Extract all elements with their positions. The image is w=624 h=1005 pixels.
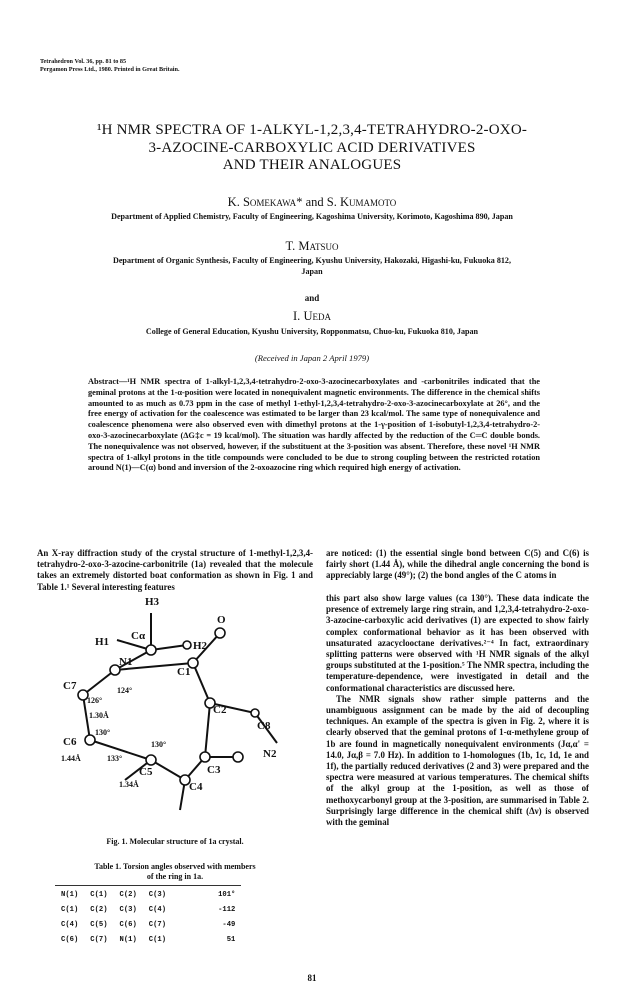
received-date: (Received in Japan 2 April 1979)	[254, 353, 370, 363]
table-cell: C(3)	[119, 906, 137, 914]
atom-c6	[85, 735, 95, 745]
torsion-angle-table	[55, 885, 241, 948]
atom-c3	[200, 752, 210, 762]
label-bond-134: 1.34Å	[119, 780, 139, 789]
publisher-line: Pergamon Press Ltd., 1980. Printed in Great Britain.	[40, 66, 180, 73]
paper-title	[30, 122, 594, 175]
label-c5: C5	[139, 766, 153, 778]
table-cell: C(2)	[114, 886, 143, 904]
paragraph: An X-ray diffraction study of the crystal structure of 1-methyl-1,2,3,4-tetrahydro-2-oxo-3-azocine-carbonitrile (1a) revealed that the molecule takes an extremely distorted boat conformation as shown in Fig. 1 and Table 1.¹ Several interesting features	[37, 548, 313, 592]
author-connector: * and S.	[296, 195, 340, 209]
author-name: Somekawa	[242, 195, 297, 209]
table-cell: C(6)	[61, 936, 79, 944]
label-bond-130: 1.30Å	[89, 711, 109, 720]
author-initial: I.	[293, 309, 304, 323]
author-line-1	[30, 195, 594, 210]
abstract: Abstract—¹H NMR spectra of 1-alkyl-1,2,3,4-tetrahydro-2-oxo-3-azocinecarboxylates and -carbonitriles indicated that the geminal protons at the 1-α-position were located in nonequivalent magnetic environments. The difference in the chemical shifts amounted to as much as 0.73 ppm in the case of methyl 1-ethyl-1,2,3,4-tetrahydro-2-oxo-3-azocinecarboxylate at 26°, and the free energy of activation for the coalescence was estimated to be larger than 23 kcal/mol. The same type of nonequivalence and coalescence phenomena were also observed even with dimethyl protons at the 1-γ-position of 1-isobutyl-1,2,3,4-tetrahydro-2-oxo-3-azocinecarboxylate (ΔG‡c = 19 kcal/mol). The situation was hardly affected by the reduction of the C═C double bonds. The nonequivalence was not observed, however, if the substituent at the 3-position was absent. Therefore, these novel ¹H NMR spectra of 1-alkyl protons in the title compounds were concluded to be due to strong coupling between the restricted rotation around N(1)—C(α) bond and inversion of the 2-oxoazocine ring which required high energy of activation.	[88, 377, 540, 473]
table-cell: C(7)	[90, 936, 108, 944]
affiliation-2-line-2: Japan	[301, 266, 323, 276]
table-cell: -112	[218, 906, 236, 914]
table-cell: 51	[226, 936, 236, 944]
atom-c5	[146, 755, 156, 765]
author-line-3	[30, 309, 594, 324]
label-h1: H1	[95, 636, 110, 648]
author-line-2	[30, 239, 594, 254]
title-line-2: 3-AZOCINE-CARBOXYLIC ACID DERIVATIVES	[148, 139, 476, 156]
figure-caption: Fig. 1. Molecular structure of 1a crystal.	[106, 837, 244, 846]
author-name: Ueda	[303, 309, 331, 323]
body-right-top	[326, 548, 589, 582]
table-cell: C(6)	[119, 921, 137, 929]
table-caption-line-1: Table 1. Torsion angles observed with members	[94, 862, 256, 871]
label-c2: C2	[213, 704, 227, 716]
label-h2: H2	[193, 640, 208, 652]
table-cell: N(1)	[55, 886, 84, 904]
atom-ca	[146, 645, 156, 655]
table-row	[55, 903, 241, 918]
label-c3: C3	[207, 764, 221, 776]
label-h3: H3	[145, 596, 160, 608]
and-separator: and	[304, 293, 320, 303]
page-number: 81	[307, 973, 317, 983]
table-cell: C(4)	[148, 906, 167, 914]
label-n1: N1	[119, 656, 133, 668]
label-angle-126: 126°	[87, 696, 103, 705]
paragraph: The NMR signals show rather simple patterns and the unambiguous assignment can be made by the aid of decoupling techniques. An example of the spectra is given in Fig. 2, where it is clearly observed that the geminal protons of 1-α-methylene group of 1b are found in magnetically nonequivalent environments (Jα,α' = 14.0, Jα,β = 7.0 Hz). In addition to 1-homologues (1b, 1c, 1d, 1e and 1f), the partially reduced derivatives (2 and 3) were prepared and the spectra were measured at various temperatures. The chemical shifts of the alkyl group at the 1-position, as well as those of methoxycarbonyl group at the 3-position, are summarised in Table 2. Surprisingly large difference in the chemical shift (Δν) is observed with the geminal	[326, 693, 589, 828]
label-angle-130b: 130°	[151, 740, 167, 749]
author-initial: T.	[285, 239, 299, 253]
label-c6: C6	[63, 736, 77, 748]
label-bond-144: 1.44Å	[61, 754, 81, 763]
bond-c5-c4	[151, 760, 185, 780]
atom-o1	[215, 628, 225, 638]
label-o: O	[217, 614, 226, 626]
table-cell: C(5)	[90, 921, 108, 929]
bond-n1-c7	[83, 670, 115, 695]
paragraph: are noticed: (1) the essential single bond between C(5) and C(6) is fairly short (1.44 Å), while the dihedral angle concerning the bond is appreciably large (49°); (2) the bond angles of the C atoms in	[326, 548, 589, 581]
label-n2: N2	[263, 748, 277, 760]
molecular-structure-figure	[55, 585, 305, 825]
label-angle-124: 124°	[117, 686, 133, 695]
label-c8: C8	[257, 720, 271, 732]
table-cell: N(1)	[119, 936, 137, 944]
affiliation-2-line-1: Department of Organic Synthesis, Faculty of Engineering, Kyushu University, Hakozaki, Higashi-ku, Fukuoka 812,	[113, 256, 511, 265]
table-cell: C(4)	[61, 921, 79, 929]
author-initial: K.	[227, 195, 243, 209]
author-name: Matsuo	[298, 239, 339, 253]
journal-citation: Tetrahedron Vol. 36, pp. 81 to 85	[40, 58, 127, 65]
label-angle-130a: 130°	[95, 728, 111, 737]
table-cell: 101°	[172, 886, 241, 904]
atom-c8	[251, 709, 259, 717]
journal-header	[40, 58, 180, 74]
table-cell: C(3)	[143, 886, 172, 904]
table-cell: C(1)	[84, 886, 113, 904]
table-cell: C(1)	[61, 906, 79, 914]
label-c1: C1	[177, 666, 191, 678]
table-caption	[37, 862, 313, 882]
affiliation-2	[14, 256, 610, 277]
table-caption-line-2: of the ring in 1a.	[146, 872, 204, 881]
affiliation-3: College of General Education, Kyushu University, Ropponmatsu, Chuo-ku, Fukuoka 810, Japan	[145, 327, 479, 336]
table-cell: -49	[222, 921, 236, 929]
label-ca: Cα	[131, 630, 146, 642]
table-cell: C(7)	[148, 921, 167, 929]
label-angle-133: 133°	[107, 754, 123, 763]
table-row	[55, 918, 241, 933]
title-line-1: ¹H NMR SPECTRA OF 1-ALKYL-1,2,3,4-TETRAHYDRO-2-OXO-	[96, 122, 528, 138]
label-c7: C7	[63, 680, 77, 692]
affiliation-1: Department of Applied Chemistry, Faculty of Engineering, Kagoshima University, Korimoto, Kagoshima 890, Japan	[111, 212, 513, 221]
table-cell: C(2)	[90, 906, 108, 914]
author-name: Kumamoto	[339, 195, 397, 209]
bond-c1-c2	[193, 663, 210, 703]
bond-c2-c3	[205, 703, 210, 757]
atom-o2	[233, 752, 243, 762]
title-line-3: AND THEIR ANALOGUES	[222, 157, 402, 173]
table-row	[55, 933, 241, 948]
label-c4: C4	[189, 781, 203, 793]
table-cell: C(1)	[148, 936, 167, 944]
table-row	[55, 886, 241, 904]
atom-h2	[183, 641, 191, 649]
paragraph: this part also show large values (ca 130°). These data indicate the presence of extremely large ring strain, and 1,2,3,4-tetrahydro-2-oxo-3-azocine-carboxylic acid derivatives (1) are expected to show fairly complex conformational behavior as it has been observed with unsaturated azacyclooctane derivatives.²⁻⁴ In fact, extraordinary splitting patterns were observed with ¹H NMR signals of the alkyl groups substituted at the 1-position.⁵ The NMR spectra, including the temperature-dependence, were investigated in detail and the conformational characteristics are discussed here.	[326, 593, 589, 693]
body-right-main	[326, 593, 589, 828]
